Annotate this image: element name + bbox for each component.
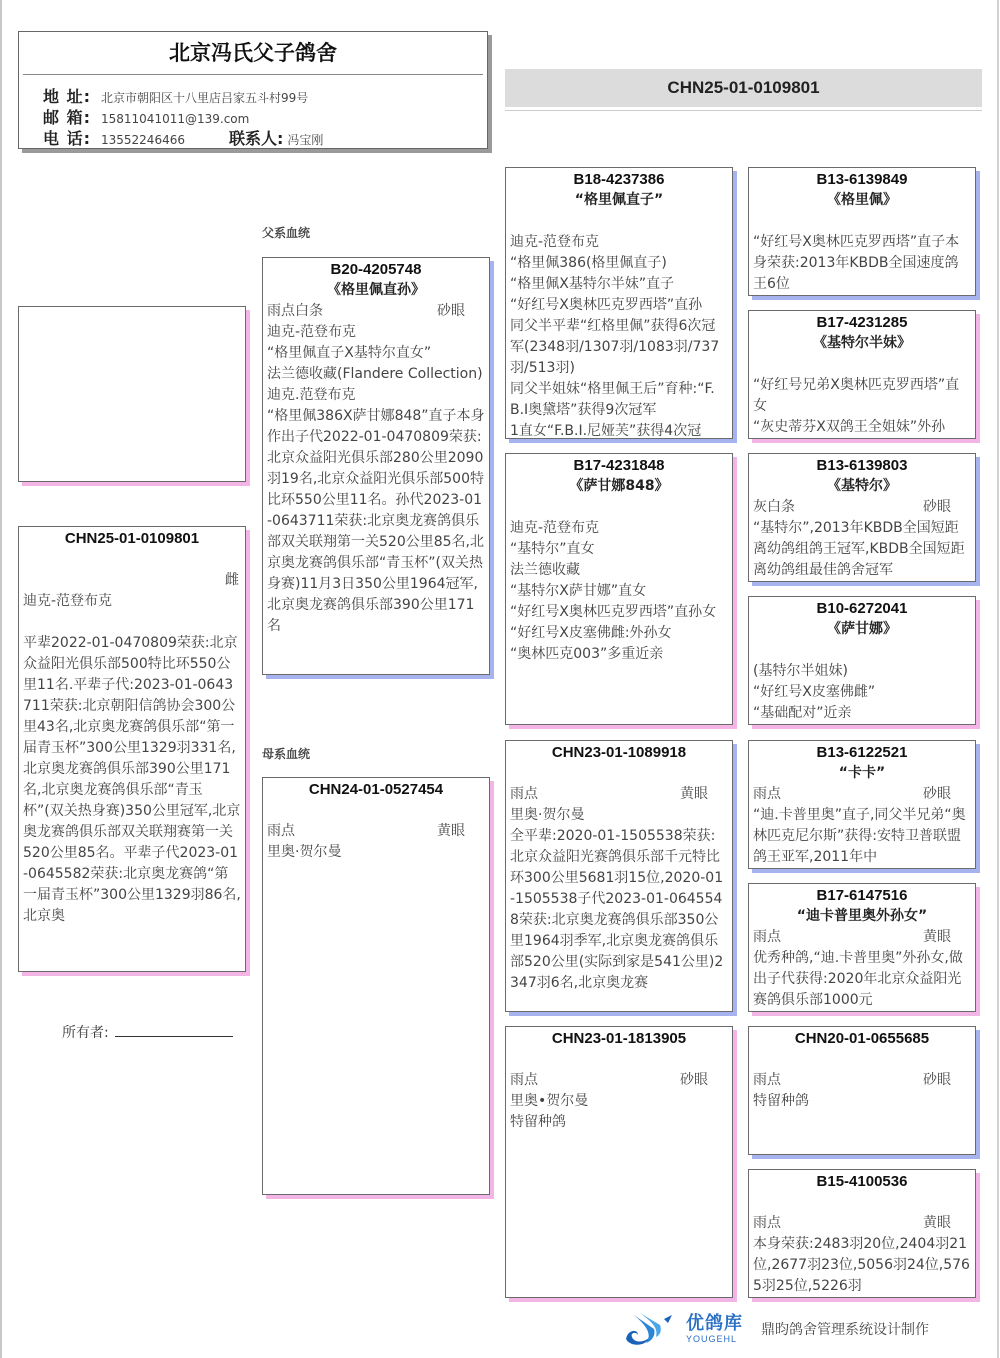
email-value: 15811041011@139.com — [101, 112, 250, 126]
dd-ring: CHN23-01-1813905 — [551, 1030, 687, 1047]
dss-ring: B13-6122521 — [816, 744, 908, 761]
page-edge-left — [0, 0, 2, 1358]
ss-notes: 迪克-范登布克 “格里佩386(格里佩直子) “格里佩X基特尔半妹”直子 “好红号X奥林匹克罗西塔”直孙 同父半平辈“红格里佩”获得6次冠军(2348羽/1307羽/1083羽/737羽/513羽) 同父半姐妹“格里佩王后”育种:“F.B.I奥黛塔”获得9次冠军 1直女“F.B.I.尼娅芙”获得4次冠 — [510, 234, 720, 439]
dam-card — [262, 777, 490, 1195]
ds-eye: 黄眼 — [680, 786, 708, 802]
sire-color: 雨点白条 — [267, 303, 323, 319]
sire-dam-card — [505, 453, 733, 725]
sire-eye: 砂眼 — [437, 303, 465, 319]
phone-row — [43, 126, 323, 147]
owner-label: 所有者: — [62, 1025, 109, 1041]
email-label: 邮 箱: — [43, 108, 91, 127]
sds-color: 灰白条 — [753, 499, 795, 515]
sds-ring: B13-6139803 — [816, 457, 908, 474]
dam-notes: 里奥·贺尔曼 — [267, 844, 342, 860]
pigeon-photo-box — [18, 306, 246, 482]
ddd-eye: 黄眼 — [923, 1215, 951, 1231]
dam-eye: 黄眼 — [437, 823, 465, 839]
sss-notes: “好红号X奥林匹克罗西塔”直子本身荣获:2013年KBDB全国速度鸽王6位 — [753, 234, 960, 292]
ds-notes: 里奥·贺尔曼 全平辈:2020-01-1505538荣获:北京众益阳光赛鸽俱乐部千元特比环300公里5681羽15位,2020-01-1505538子代2023-01-0645548荣获:北京奥龙赛鸽俱乐部350公里1964羽季军,北京奥龙赛鸽俱乐部520公里(实际到家是541公里)2347羽6名,北京奥龙赛 — [510, 807, 724, 991]
address-label: 地 址: — [43, 87, 91, 106]
subject-ring: CHN25-01-0109801 — [64, 530, 200, 547]
sire-notes: 迪克-范登布克 “格里佩直子X基特尔直女” 法兰德收藏(Flandere Collection) 迪克.范登布克 “格里佩386X萨甘娜848”直子本身作出子代2022-01-0470809荣获:北京众益阳光俱乐部280公里2090羽19名,北京众益阳光俱乐部500特比环550公里11名。孙代2023-01-0643711荣获:北京奥龙赛鸽俱乐部双关联翔第一关520公里85名,北京奥龙赛鸽俱乐部“青玉杯”(双关热身赛)11月3日350公里1964冠军,北京奥龙赛鸽俱乐部390公里171名 — [267, 324, 485, 634]
header-divider — [23, 74, 483, 75]
dd-eye: 砂眼 — [680, 1072, 708, 1088]
logo-chinese: 优鸽库 — [686, 1313, 743, 1334]
dss-card — [748, 740, 976, 869]
ss-name: “格里佩直子” — [574, 192, 664, 208]
page-edge-right — [997, 0, 999, 1358]
dam-line-label: 母系血统 — [262, 747, 311, 761]
loft-header — [18, 31, 488, 149]
dsd-ring: B17-6147516 — [816, 887, 908, 904]
phone-label: 电 话: — [43, 129, 91, 148]
dds-ring: CHN20-01-0655685 — [794, 1030, 930, 1047]
dds-eye: 砂眼 — [923, 1072, 951, 1088]
address-value: 北京市朝阳区十八里店吕家五斗村99号 — [101, 91, 309, 105]
phone-value: 13552246466 — [101, 133, 185, 147]
sire-card — [262, 257, 490, 675]
dsd-notes: 优秀种鸽,“迪.卡普里奥”外孙女,做出子代获得:2020年北京众益阳光赛鸽俱乐部1000元 — [753, 950, 963, 1008]
sdd-card — [748, 596, 976, 725]
dds-card — [748, 1026, 976, 1155]
ds-ring: CHN23-01-1089918 — [551, 744, 687, 761]
footer-credit: 鼎昀鸽舍管理系统设计制作 — [761, 1322, 929, 1338]
sds-card — [748, 453, 976, 582]
sire-line-label: 父系血统 — [262, 226, 311, 240]
banner-divider — [505, 110, 982, 111]
ssd-card — [748, 310, 976, 439]
ddd-notes: 本身荣获:2483羽20位,2404羽21位,2677羽23位,5056羽24位,5765羽25位,5226羽 — [753, 1236, 970, 1294]
yougeku-logo-icon — [620, 1309, 682, 1349]
sss-card — [748, 167, 976, 296]
ds-color: 雨点 — [510, 786, 538, 802]
logo-text — [686, 1314, 743, 1344]
sds-name: 《基特尔》 — [827, 478, 897, 494]
sds-notes: “基特尔”,2013年KBDB全国短距离幼鸽组鸽王冠军,KBDB全国短距离幼鸽组最佳鸽舍冠军 — [753, 520, 965, 578]
ddd-card — [748, 1169, 976, 1298]
loft-name: 北京冯氏父子鸽舍 — [169, 41, 337, 65]
dds-notes: 特留种鸽 — [753, 1093, 809, 1109]
subject-notes: 平辈2022-01-0470809荣获:北京众益阳光俱乐部500特比环550公里11名.平辈子代:2023-01-0643711荣获:北京朝阳信鸽协会300公里43名,北京奥龙赛鸽俱乐部“第一届青玉杯”300公里1329羽331名,北京奥龙赛鸽俱乐部390公里171名,北京奥龙赛鸽俱乐部“青玉杯”(双关热身赛)350公里冠军,北京奥龙赛鸽俱乐部双关联翔赛第一关520公里85名。平辈子代2023-01-0645582荣获:北京奥龙赛鸽“第一届青玉杯”300公里1329羽86名,北京奥 — [23, 635, 241, 924]
dss-eye: 砂眼 — [923, 786, 951, 802]
dd-color: 雨点 — [510, 1072, 538, 1088]
subject-sex: 雌 — [225, 572, 239, 588]
dss-name: “卡卡” — [838, 765, 886, 781]
dam-sire-card — [505, 740, 733, 1012]
dam-ring: CHN24-01-0527454 — [308, 781, 444, 798]
sd-notes: 迪克-范登布克 “基特尔”直女 法兰德收藏 “基特尔X萨甘娜”直女 “好红号X奥林匹克罗西塔”直孙女 “好红号X皮塞佛雌:外孙女 “奥林匹克003”多重近亲 — [510, 520, 717, 662]
ss-ring: B18-4237386 — [573, 171, 665, 188]
sss-ring: B13-6139849 — [816, 171, 908, 188]
dd-notes: 里奥•贺尔曼 特留种鸽 — [510, 1093, 589, 1130]
dam-dam-card — [505, 1026, 733, 1298]
ssd-ring: B17-4231285 — [816, 314, 908, 331]
dss-color: 雨点 — [753, 786, 781, 802]
address-row — [43, 84, 323, 105]
email-row — [43, 105, 323, 126]
subject-strain: 迪克-范登布克 — [23, 593, 113, 609]
ddd-color: 雨点 — [753, 1215, 781, 1231]
dsd-color: 雨点 — [753, 929, 781, 945]
sd-name: 《萨甘娜848》 — [569, 478, 669, 494]
sd-ring: B17-4231848 — [573, 457, 665, 474]
footer — [620, 1308, 929, 1350]
contact-person-value: 冯宝刚 — [287, 133, 324, 147]
sire-ring: B20-4205748 — [330, 261, 422, 278]
ssd-notes: “好红号兄弟X奥林匹克罗西塔”直女 “灰史蒂芬X双鸽王全姐妹”外孙 — [753, 377, 960, 435]
dam-color: 雨点 — [267, 823, 295, 839]
logo-english: YOUGEHL — [686, 1334, 738, 1344]
contact-info — [43, 84, 323, 147]
owner-signature-line[interactable] — [115, 1022, 233, 1037]
owner-field — [62, 1022, 233, 1042]
ddd-ring: B15-4100536 — [816, 1173, 908, 1190]
sdd-name: 《萨甘娜》 — [827, 621, 897, 637]
contact-person-label: 联系人: — [228, 129, 284, 148]
dsd-name: “迪卡普里奥外孙女” — [796, 908, 928, 924]
sire-sire-card — [505, 167, 733, 439]
ssd-name: 《基特尔半妹》 — [813, 335, 911, 351]
dsd-card — [748, 883, 976, 1012]
dsd-eye: 黄眼 — [923, 929, 951, 945]
dds-color: 雨点 — [753, 1072, 781, 1088]
ring-number-banner: CHN25-01-0109801 — [505, 69, 982, 107]
sdd-notes: (基特尔半姐妹) “好红号X皮塞佛雌” “基础配对”近亲 — [753, 663, 876, 721]
sss-name: 《格里佩》 — [827, 192, 897, 208]
subject-card — [18, 526, 246, 972]
sds-eye: 砂眼 — [923, 499, 951, 515]
dss-notes: “迪.卡普里奥”直子,同父半兄弟“奥林匹克尼尔斯”获得:安特卫普联盟鸽王亚军,2011年中 — [753, 807, 966, 865]
sire-name: 《格里佩直孙》 — [327, 282, 425, 298]
sdd-ring: B10-6272041 — [816, 600, 908, 617]
